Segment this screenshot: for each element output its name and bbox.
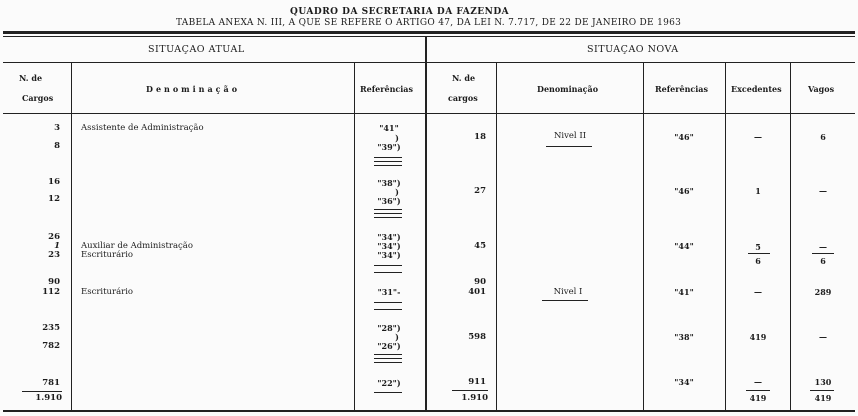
nova-referencia: "46" <box>674 186 694 196</box>
total-rule <box>452 390 488 391</box>
col-sep-n4 <box>790 63 791 410</box>
ref-double-rule <box>374 354 402 355</box>
subtotal-rule <box>812 253 834 254</box>
ref-double-rule <box>374 272 402 273</box>
col-header-referencias: Referências <box>360 84 413 94</box>
nova-total-vagos: 419 <box>814 393 832 403</box>
atual-cargos: 16 <box>48 177 60 187</box>
col-header-vagos: Vagos <box>808 84 835 94</box>
atual-referencia: "28") <box>377 323 401 333</box>
atual-referencia: "38") <box>377 178 401 188</box>
nova-vagos: — <box>819 332 827 342</box>
ref-double-rule <box>374 309 402 310</box>
col-header-denominacao: Denominação <box>146 84 241 94</box>
nova-cargos: 18 <box>474 132 486 142</box>
atual-referencia: "39") <box>377 142 401 152</box>
atual-cargos: 782 <box>42 341 60 351</box>
nova-excedentes: 419 <box>749 332 767 342</box>
nova-vagos: — <box>819 242 827 252</box>
nova-referencia: "38" <box>674 332 694 342</box>
section-rule <box>3 62 855 63</box>
nova-cargos: 401 <box>468 287 486 297</box>
atual-referencia: "26") <box>377 341 401 351</box>
total-rule <box>810 390 834 391</box>
atual-cargos: 781 <box>42 378 60 388</box>
col-header-ncargos-2: Cargos <box>22 93 54 103</box>
atual-cargos: 3 <box>54 123 60 133</box>
atual-referencia: "36") <box>377 196 401 206</box>
col-header-ncargos-nova-1: N. de <box>452 73 476 83</box>
total-rule <box>746 390 770 391</box>
atual-cargos: 8 <box>54 141 60 151</box>
subtotal-rule <box>748 253 770 254</box>
atual-referencia: "34") <box>377 232 401 242</box>
atual-cargos: 90 <box>48 277 60 287</box>
ref-double-rule <box>374 392 402 393</box>
section-atual: SITUAÇAO ATUAL <box>148 44 245 55</box>
atual-denominacao: Escriturário <box>81 250 134 260</box>
col-header-referencias-nova: Referências <box>655 84 708 94</box>
nova-referencia: "41" <box>674 287 694 297</box>
nova-excedentes-subtotal: 6 <box>755 256 761 266</box>
atual-referencia-brace: ) <box>395 133 399 143</box>
col-sep-n2 <box>643 63 644 410</box>
nova-cargos: 45 <box>474 241 486 251</box>
col-header-ncargos-1: N. de <box>19 73 43 83</box>
col-sep-a2 <box>354 63 355 410</box>
nova-cargos: 911 <box>468 377 486 387</box>
atual-denominacao: Escriturário <box>81 287 134 297</box>
top-rule-thick <box>3 31 855 34</box>
nova-vagos: 289 <box>814 287 832 297</box>
atual-referencia: "34") <box>377 250 401 260</box>
atual-denominacao: Auxiliar de Administração <box>81 241 193 251</box>
nova-denominacao-underline <box>542 300 588 301</box>
ref-double-rule <box>374 358 402 359</box>
ref-double-rule <box>374 165 402 166</box>
nova-cargos: 27 <box>474 186 486 196</box>
nova-total-excedentes: 419 <box>749 393 767 403</box>
ref-double-rule <box>374 302 402 303</box>
document-subtitle: TABELA ANEXA N. III, A QUE SE REFERE O ARTIGO 47, DA LEI N. 7.717, DE 22 DE JANEIRO DE 1963 <box>176 18 682 28</box>
atual-referencia: "31"- <box>377 287 401 297</box>
atual-referencia: "34") <box>377 241 401 251</box>
bottom-rule <box>3 410 855 412</box>
nova-excedentes: 5 <box>755 242 761 252</box>
header-bottom-rule <box>3 113 855 114</box>
atual-referencia-brace: ) <box>395 332 399 342</box>
atual-cargos: 26 <box>48 232 60 242</box>
atual-denominacao: Assistente de Administração <box>81 123 204 133</box>
center-divider <box>425 37 427 410</box>
ref-double-rule <box>374 213 402 214</box>
atual-cargos: 23 <box>48 250 60 260</box>
col-header-ncargos-nova-2: cargos <box>448 93 478 103</box>
nova-vagos: 130 <box>814 377 832 387</box>
atual-cargos: 235 <box>42 323 60 333</box>
atual-referencia: "41" <box>379 123 399 133</box>
total-rule <box>22 391 62 392</box>
nova-excedentes: — <box>754 132 762 142</box>
section-nova: SITUAÇAO NOVA <box>587 44 679 55</box>
top-rule-thin <box>3 36 855 37</box>
atual-cargos: 1 <box>54 241 60 251</box>
nova-referencia: "46" <box>674 132 694 142</box>
nova-cargos: 90 <box>474 277 486 287</box>
nova-excedentes: 1 <box>755 186 761 196</box>
nova-referencia: "34" <box>674 377 694 387</box>
ref-double-rule <box>374 157 402 158</box>
atual-referencia: "22") <box>377 378 401 388</box>
atual-total: 1.910 <box>35 393 62 403</box>
document-title: QUADRO DA SECRETARIA DA FAZENDA <box>290 7 510 17</box>
nova-total-cargos: 1.910 <box>461 393 488 403</box>
nova-vagos: 6 <box>820 132 826 142</box>
atual-cargos: 12 <box>48 194 60 204</box>
col-header-excedentes: Excedentes <box>731 84 782 94</box>
ref-double-rule <box>374 265 402 266</box>
nova-denominacao: Nivel I <box>553 287 583 297</box>
ref-double-rule <box>374 217 402 218</box>
nova-denominacao: Nivel II <box>553 131 587 141</box>
ref-double-rule <box>374 209 402 210</box>
col-sep-n1 <box>496 63 497 410</box>
atual-referencia-brace: ) <box>395 187 399 197</box>
col-header-denominacao-nova: Denominação <box>537 84 599 94</box>
nova-excedentes: — <box>754 287 762 297</box>
col-sep-n3 <box>725 63 726 410</box>
nova-vagos: — <box>819 186 827 196</box>
col-sep-a1 <box>71 63 72 410</box>
nova-referencia: "44" <box>674 241 694 251</box>
ref-double-rule <box>374 362 402 363</box>
nova-denominacao-underline <box>546 146 592 147</box>
nova-cargos: 598 <box>468 332 486 342</box>
atual-cargos: 112 <box>42 287 60 297</box>
nova-excedentes: — <box>754 377 762 387</box>
nova-vagos-subtotal: 6 <box>820 256 826 266</box>
ref-double-rule <box>374 161 402 162</box>
